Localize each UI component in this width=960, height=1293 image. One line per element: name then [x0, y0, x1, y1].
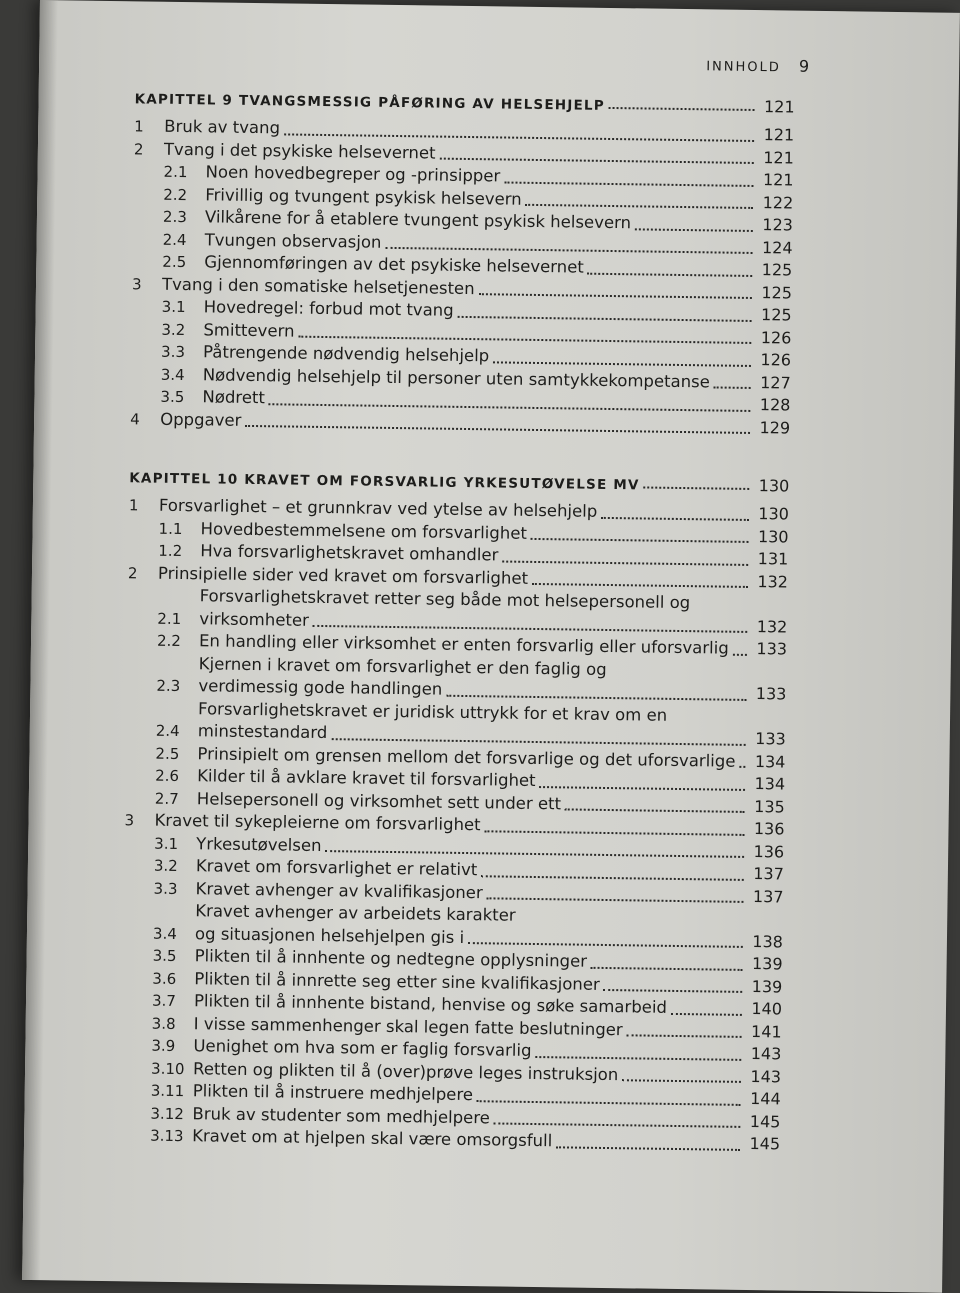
entry-number: 1.1 [158, 519, 183, 538]
entry-title: Tvang i den somatiske helsetjenesten [161, 274, 475, 298]
entry-number: 2 [127, 563, 138, 582]
entry-number: 2 [133, 139, 144, 158]
entry-number: 1 [134, 117, 144, 136]
table-of-contents [120, 79, 795, 1156]
entry-number: 3.2 [153, 856, 178, 876]
leader-dots [481, 875, 744, 881]
entry-title: I visse sammenhenger skal legen fatte beslutninger [193, 1013, 623, 1039]
entry-number: 2.1 [163, 162, 188, 182]
entry-number: 2.6 [155, 766, 180, 786]
entry-number: 3.5 [160, 387, 185, 407]
entry-page-number: 121 [763, 147, 795, 168]
leader-dots [601, 516, 749, 520]
leader-dots [493, 361, 751, 367]
entry-page-number: 139 [751, 954, 783, 974]
entry-number: 2.4 [162, 230, 187, 249]
leader-dots [671, 1012, 742, 1015]
entry-number: 3.5 [152, 946, 177, 965]
entry-title: Oppgaver [160, 409, 242, 430]
leader-dots [604, 989, 743, 993]
entry-title-block [198, 653, 787, 706]
entry-page-number: 133 [756, 639, 788, 659]
entry-number: 2.5 [155, 744, 180, 763]
leader-dots [532, 583, 748, 588]
leader-dots [627, 1034, 742, 1038]
entry-title-continued: og situasjonen helsehjelpen gis i [194, 923, 465, 947]
entry-page-number: 133 [755, 684, 787, 704]
entry-title-continued: verdimessig gode handlingen [198, 676, 443, 699]
leader-dots [714, 386, 751, 389]
leader-dots [622, 1079, 741, 1083]
entry-title: Kjernen i kravet om forsvarlighet er den faglig og [198, 653, 607, 679]
entry-title: Kravet avhenger av kvalifikasjoner [195, 878, 483, 902]
entry-number: 3 [124, 811, 135, 830]
entry-title: Gjennomføringen av det psykiske helsevernet [204, 252, 584, 277]
entry-number: 3.1 [154, 834, 179, 853]
leader-dots [644, 486, 750, 489]
entry-number: 3.10 [150, 1059, 185, 1078]
entry-title: Kravet om at hjelpen skal være omsorgsfull [192, 1126, 553, 1151]
leader-dots [385, 247, 752, 254]
leader-dots [325, 850, 744, 858]
entry-title: Påtrengende nødvendig helsehjelp [202, 342, 490, 366]
entry-title: Tvang i det psykiske helsevernet [163, 139, 436, 163]
entry-number: 3 [131, 274, 142, 293]
entry-number: 3.7 [151, 991, 177, 1010]
entry-title: Nødvendig helsehjelp til personer uten samtykkekompetanse [202, 364, 711, 391]
leader-dots [487, 897, 744, 903]
leader-dots [479, 293, 752, 299]
entry-title-block [198, 698, 787, 751]
entry-number: 1 [128, 496, 139, 515]
entry-number: 2.1 [157, 609, 182, 628]
entry-page-number: 134 [754, 774, 786, 794]
entry-page-number: 133 [755, 729, 786, 749]
leader-dots [446, 694, 746, 700]
leader-dots [531, 538, 749, 543]
running-header [706, 55, 809, 75]
entry-page-number: 141 [750, 1021, 782, 1041]
entry-page-number: 128 [759, 395, 791, 415]
entry-title: En handling eller virksomhet er enten forsvarlig eller uforsvarlig [198, 631, 729, 658]
entry-title: Hovedregel: forbud mot tvang [203, 297, 454, 320]
entry-title: Nødrett [202, 387, 266, 408]
entry-page-number: 132 [756, 616, 788, 636]
leader-dots [535, 1056, 741, 1061]
entry-number: 2.4 [155, 721, 180, 741]
entry-page-number: 135 [754, 796, 785, 816]
leader-dots [733, 653, 747, 655]
entry-number: 3.3 [153, 879, 178, 898]
header-label: INNHOLD [706, 59, 781, 76]
entry-number: 3.2 [161, 320, 186, 339]
entry-title: Smittevern [203, 319, 295, 341]
entry-number: 2.5 [162, 252, 187, 272]
leader-dots [468, 942, 743, 948]
entry-title: Kravet til sykepleierne om forsvarlighet [154, 810, 481, 835]
entry-title: Kilder til å avklare kravet til forsvarlighet [197, 766, 536, 790]
entry-page-number: 145 [749, 1134, 781, 1154]
entry-title: Helsepersonell og virksomhet sett under ett [196, 788, 562, 813]
leader-dots [485, 830, 745, 836]
entry-page-number: 121 [762, 170, 794, 190]
entry-page-number: 138 [752, 931, 784, 951]
leader-dots [477, 1100, 741, 1106]
entry-title: Noen hovedbegreper og -prinsipper [205, 162, 501, 186]
entry-page-number: 131 [757, 549, 789, 569]
leader-dots [504, 181, 753, 186]
entry-title: Plikten til å instruere medhjelpere [192, 1081, 474, 1105]
entry-title: Retten og plikten til å (over)prøve leges instruksjon [192, 1058, 619, 1084]
entry-title: Plikten til å innhente bistand, henvise og søke samarbeid [193, 991, 668, 1017]
entry-title: Hovedbestemmelsene om forsvarlighet [200, 518, 528, 543]
entry-page-number: 144 [750, 1089, 781, 1109]
leader-dots [540, 786, 746, 791]
entry-page-number: 124 [761, 237, 793, 258]
entry-page-number: 137 [753, 864, 785, 884]
leader-dots [565, 808, 745, 813]
leader-dots [609, 107, 755, 111]
entry-title: Plikten til å innhente og nedtegne opplysninger [194, 946, 588, 971]
entry-page-number: 134 [754, 751, 786, 771]
entry-title: Vilkårene for å etablere tvungent psykisk helsevern [204, 207, 632, 233]
entry-number: 3.4 [160, 365, 185, 384]
entry-title: Forsvarlighetskravet er juridisk uttrykk for et krav om en [197, 698, 668, 725]
chapter-title: KAPITTEL 9 TVANGSMESSIG PÅFØRING AV HELSEHJELP [134, 91, 605, 114]
entry-page-number: 125 [760, 305, 792, 325]
entry-title: Prinsipielle sider ved kravet om forsvarlighet [157, 563, 529, 588]
entry-page-number: 145 [749, 1111, 781, 1131]
entry-page-number: 122 [762, 192, 794, 213]
entry-page-number: 139 [751, 976, 783, 996]
leader-dots [556, 1146, 740, 1151]
entry-number: 2.3 [156, 676, 181, 696]
entry-title: Frivillig og tvungent psykisk helsevern [205, 184, 522, 209]
leader-dots [588, 272, 753, 276]
entry-page-number: 129 [759, 417, 791, 438]
entry-page-number: 130 [758, 504, 790, 524]
entry-title: Kravet om forsvarlighet er relativt [195, 856, 478, 880]
book-page [22, 0, 960, 1293]
entry-number: 3.12 [150, 1104, 184, 1123]
entry-title: Bruk av studenter som medhjelpere [192, 1103, 490, 1127]
entry-number: 2.7 [154, 789, 179, 808]
entry-page-number: 136 [753, 819, 785, 839]
chapter-page-number: 121 [763, 97, 795, 117]
entry-number: 3.4 [152, 924, 177, 943]
entry-page-number: 121 [763, 125, 795, 145]
leader-dots [739, 766, 745, 768]
entry-title: Forsvarlighet – et grunnkrav ved ytelse av helsehjelp [158, 495, 598, 521]
entry-page-number: 140 [751, 999, 783, 1019]
leader-dots [331, 738, 745, 746]
entry-number: 4 [130, 409, 140, 428]
entry-number: 2.2 [156, 631, 182, 651]
entry-page-number: 123 [762, 215, 794, 235]
entry-page-number: 143 [750, 1044, 782, 1064]
entry-page-number: 125 [761, 282, 793, 303]
entry-title-continued: minstestandard [197, 721, 328, 743]
leader-dots [439, 158, 753, 164]
entry-page-number: 137 [752, 886, 784, 906]
header-page-number: 9 [798, 56, 810, 76]
entry-page-number: 126 [760, 350, 792, 370]
entry-number: 2.2 [163, 185, 188, 204]
entry-title: Plikten til å innrette seg etter sine kvalifikasjoner [194, 968, 600, 994]
entry-title-continued: virksomheter [199, 608, 309, 630]
entry-title: Kravet avhenger av arbeidets karakter [195, 901, 516, 925]
entry-number: 3.1 [161, 297, 186, 317]
entry-page-number: 132 [757, 571, 789, 591]
entry-title: Hva forsvarlighetskravet omhandler [200, 541, 499, 565]
entry-page-number: 125 [761, 260, 793, 280]
leader-dots [458, 315, 752, 321]
entry-number: 3.8 [151, 1014, 176, 1033]
entry-title: Uenighet om hva som er faglig forsvarlig [193, 1036, 532, 1060]
entry-page-number: 136 [753, 841, 785, 861]
entry-number: 3.13 [150, 1126, 184, 1146]
chapter-page-number: 130 [758, 476, 790, 496]
entry-page-number: 130 [757, 526, 789, 547]
leader-dots [591, 966, 743, 970]
leader-dots [526, 204, 754, 209]
entry-page-number: 127 [760, 372, 791, 393]
entry-number: 3.6 [152, 969, 177, 988]
chapter-title: KAPITTEL 10 KRAVET OM FORSVARLIG YRKESUTØVELSE MV [129, 470, 640, 494]
entry-number: 1.2 [158, 541, 183, 561]
entry-number: 3.3 [160, 342, 186, 362]
entry-title: Tvungen observasjon [204, 229, 382, 252]
entry-title: Prinsipielt om grensen mellom det forsvarlige og det uforsvarlige [197, 743, 736, 771]
entry-page-number: 126 [760, 327, 792, 348]
entry-title: Yrkesutøvelsen [196, 833, 322, 855]
leader-dots [635, 228, 753, 232]
entry-number: 2.3 [162, 207, 187, 227]
entry-number: 3.9 [151, 1036, 176, 1055]
entry-title: Forsvarlighetskravet retter seg både mot helsepersonell og [199, 586, 691, 613]
entry-page-number: 143 [750, 1066, 782, 1086]
page-gutter-shadow [22, 0, 58, 1280]
leader-dots [502, 560, 748, 565]
leader-dots [313, 625, 748, 633]
entry-title-block [195, 900, 784, 953]
entry-title: Bruk av tvang [164, 116, 281, 138]
leader-dots [494, 1122, 741, 1127]
entry-title-block [199, 585, 788, 638]
entry-number: 3.11 [150, 1081, 185, 1101]
